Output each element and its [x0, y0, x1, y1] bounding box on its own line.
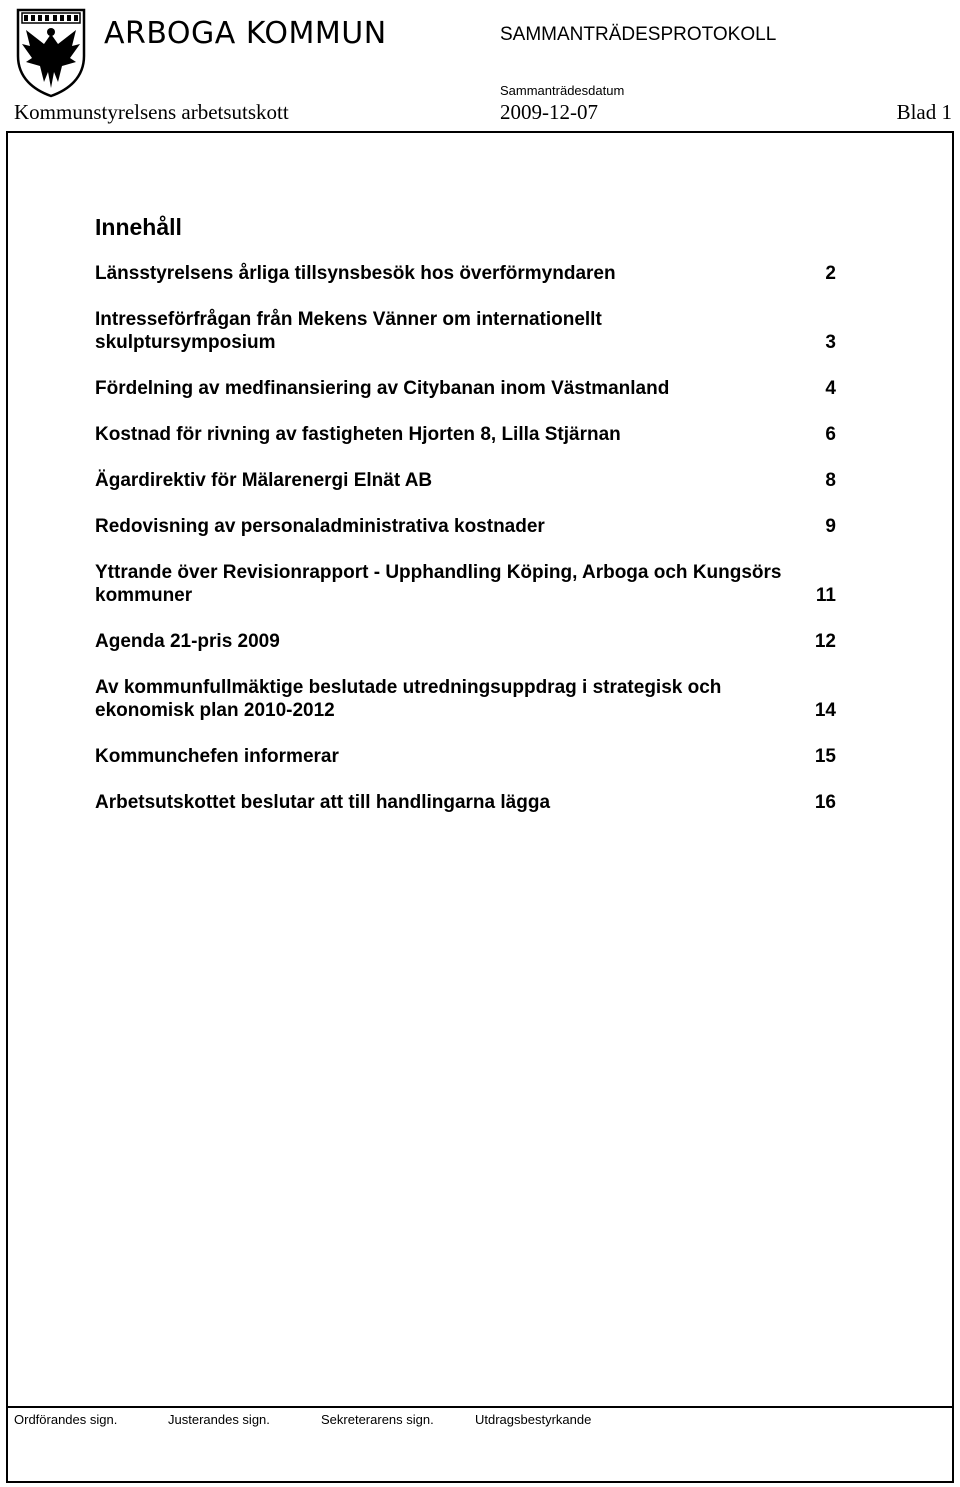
toc-entry-title: Kommunchefen informerar [95, 746, 339, 767]
toc-entry-title: Fördelning av medfinansiering av Citybanan inom Västmanland [95, 378, 670, 399]
toc-entry-page: 4 [825, 378, 836, 399]
toc-entry [95, 791, 836, 814]
toc-entry [95, 308, 836, 354]
secretary-signature-label: Sekreterarens sign. [321, 1412, 434, 1427]
toc-entry-page: 2 [825, 263, 836, 284]
toc-entry-title: Ägardirektiv för Mälarenergi Elnät AB [95, 470, 433, 491]
extract-certification-label: Utdragsbestyrkande [475, 1412, 592, 1427]
toc-entry-title: Agenda 21-pris 2009 [95, 631, 280, 652]
toc-entry-page: 15 [814, 746, 836, 767]
toc-entry-title: Arbetsutskottet beslutar att till handlingarna lägga [95, 792, 551, 813]
toc-entry-page: 16 [814, 792, 836, 813]
toc-entry-title: Redovisning av personaladministrativa kostnader [95, 516, 545, 537]
toc-entry-title: Av kommunfullmäktige beslutade utredningsuppdrag i strategisk och ekonomisk plan 2010-2012 [95, 677, 722, 721]
toc-entry-page: 11 [815, 585, 836, 606]
toc-entry-page: 8 [825, 470, 836, 491]
toc-entry [95, 745, 836, 768]
organization-name: ARBOGA KOMMUN [104, 16, 387, 51]
adjuster-signature-label: Justerandes sign. [168, 1412, 270, 1427]
meeting-date: 2009-12-07 [500, 100, 598, 124]
toc-entry-page: 14 [814, 700, 836, 721]
toc-entry [95, 630, 836, 653]
committee-name: Kommunstyrelsens arbetsutskott [14, 100, 289, 124]
chair-signature-label: Ordförandes sign. [14, 1412, 118, 1427]
toc-heading: Innehåll [95, 214, 182, 240]
table-of-contents [95, 262, 836, 837]
toc-entry [95, 423, 836, 446]
toc-entry [95, 676, 836, 722]
toc-entry [95, 377, 836, 400]
toc-entry [95, 515, 836, 538]
toc-entry-page: 9 [825, 516, 836, 537]
toc-entry [95, 262, 836, 285]
toc-entry [95, 561, 836, 607]
toc-entry-title: Intresseförfrågan från Mekens Vänner om internationellt skulptursymposium [95, 309, 602, 353]
toc-entry-page: 12 [814, 631, 836, 652]
coat-of-arms-logo [14, 6, 88, 98]
page-number: Blad 1 [896, 100, 952, 124]
toc-entry-page: 6 [825, 424, 836, 445]
toc-entry-title: Länsstyrelsens årliga tillsynsbesök hos överförmyndaren [95, 263, 616, 284]
document-type: SAMMANTRÄDESPROTOKOLL [500, 24, 777, 45]
toc-entry-title: Yttrande över Revisionrapport - Upphandling Köping, Arboga och Kungsörs kommuner [95, 562, 782, 606]
toc-entry-title: Kostnad för rivning av fastigheten Hjorten 8, Lilla Stjärnan [95, 424, 621, 445]
meeting-date-label: Sammanträdesdatum [500, 83, 625, 98]
toc-entry [95, 469, 836, 492]
footer-divider [6, 1406, 954, 1408]
toc-entry-page: 3 [825, 332, 836, 353]
